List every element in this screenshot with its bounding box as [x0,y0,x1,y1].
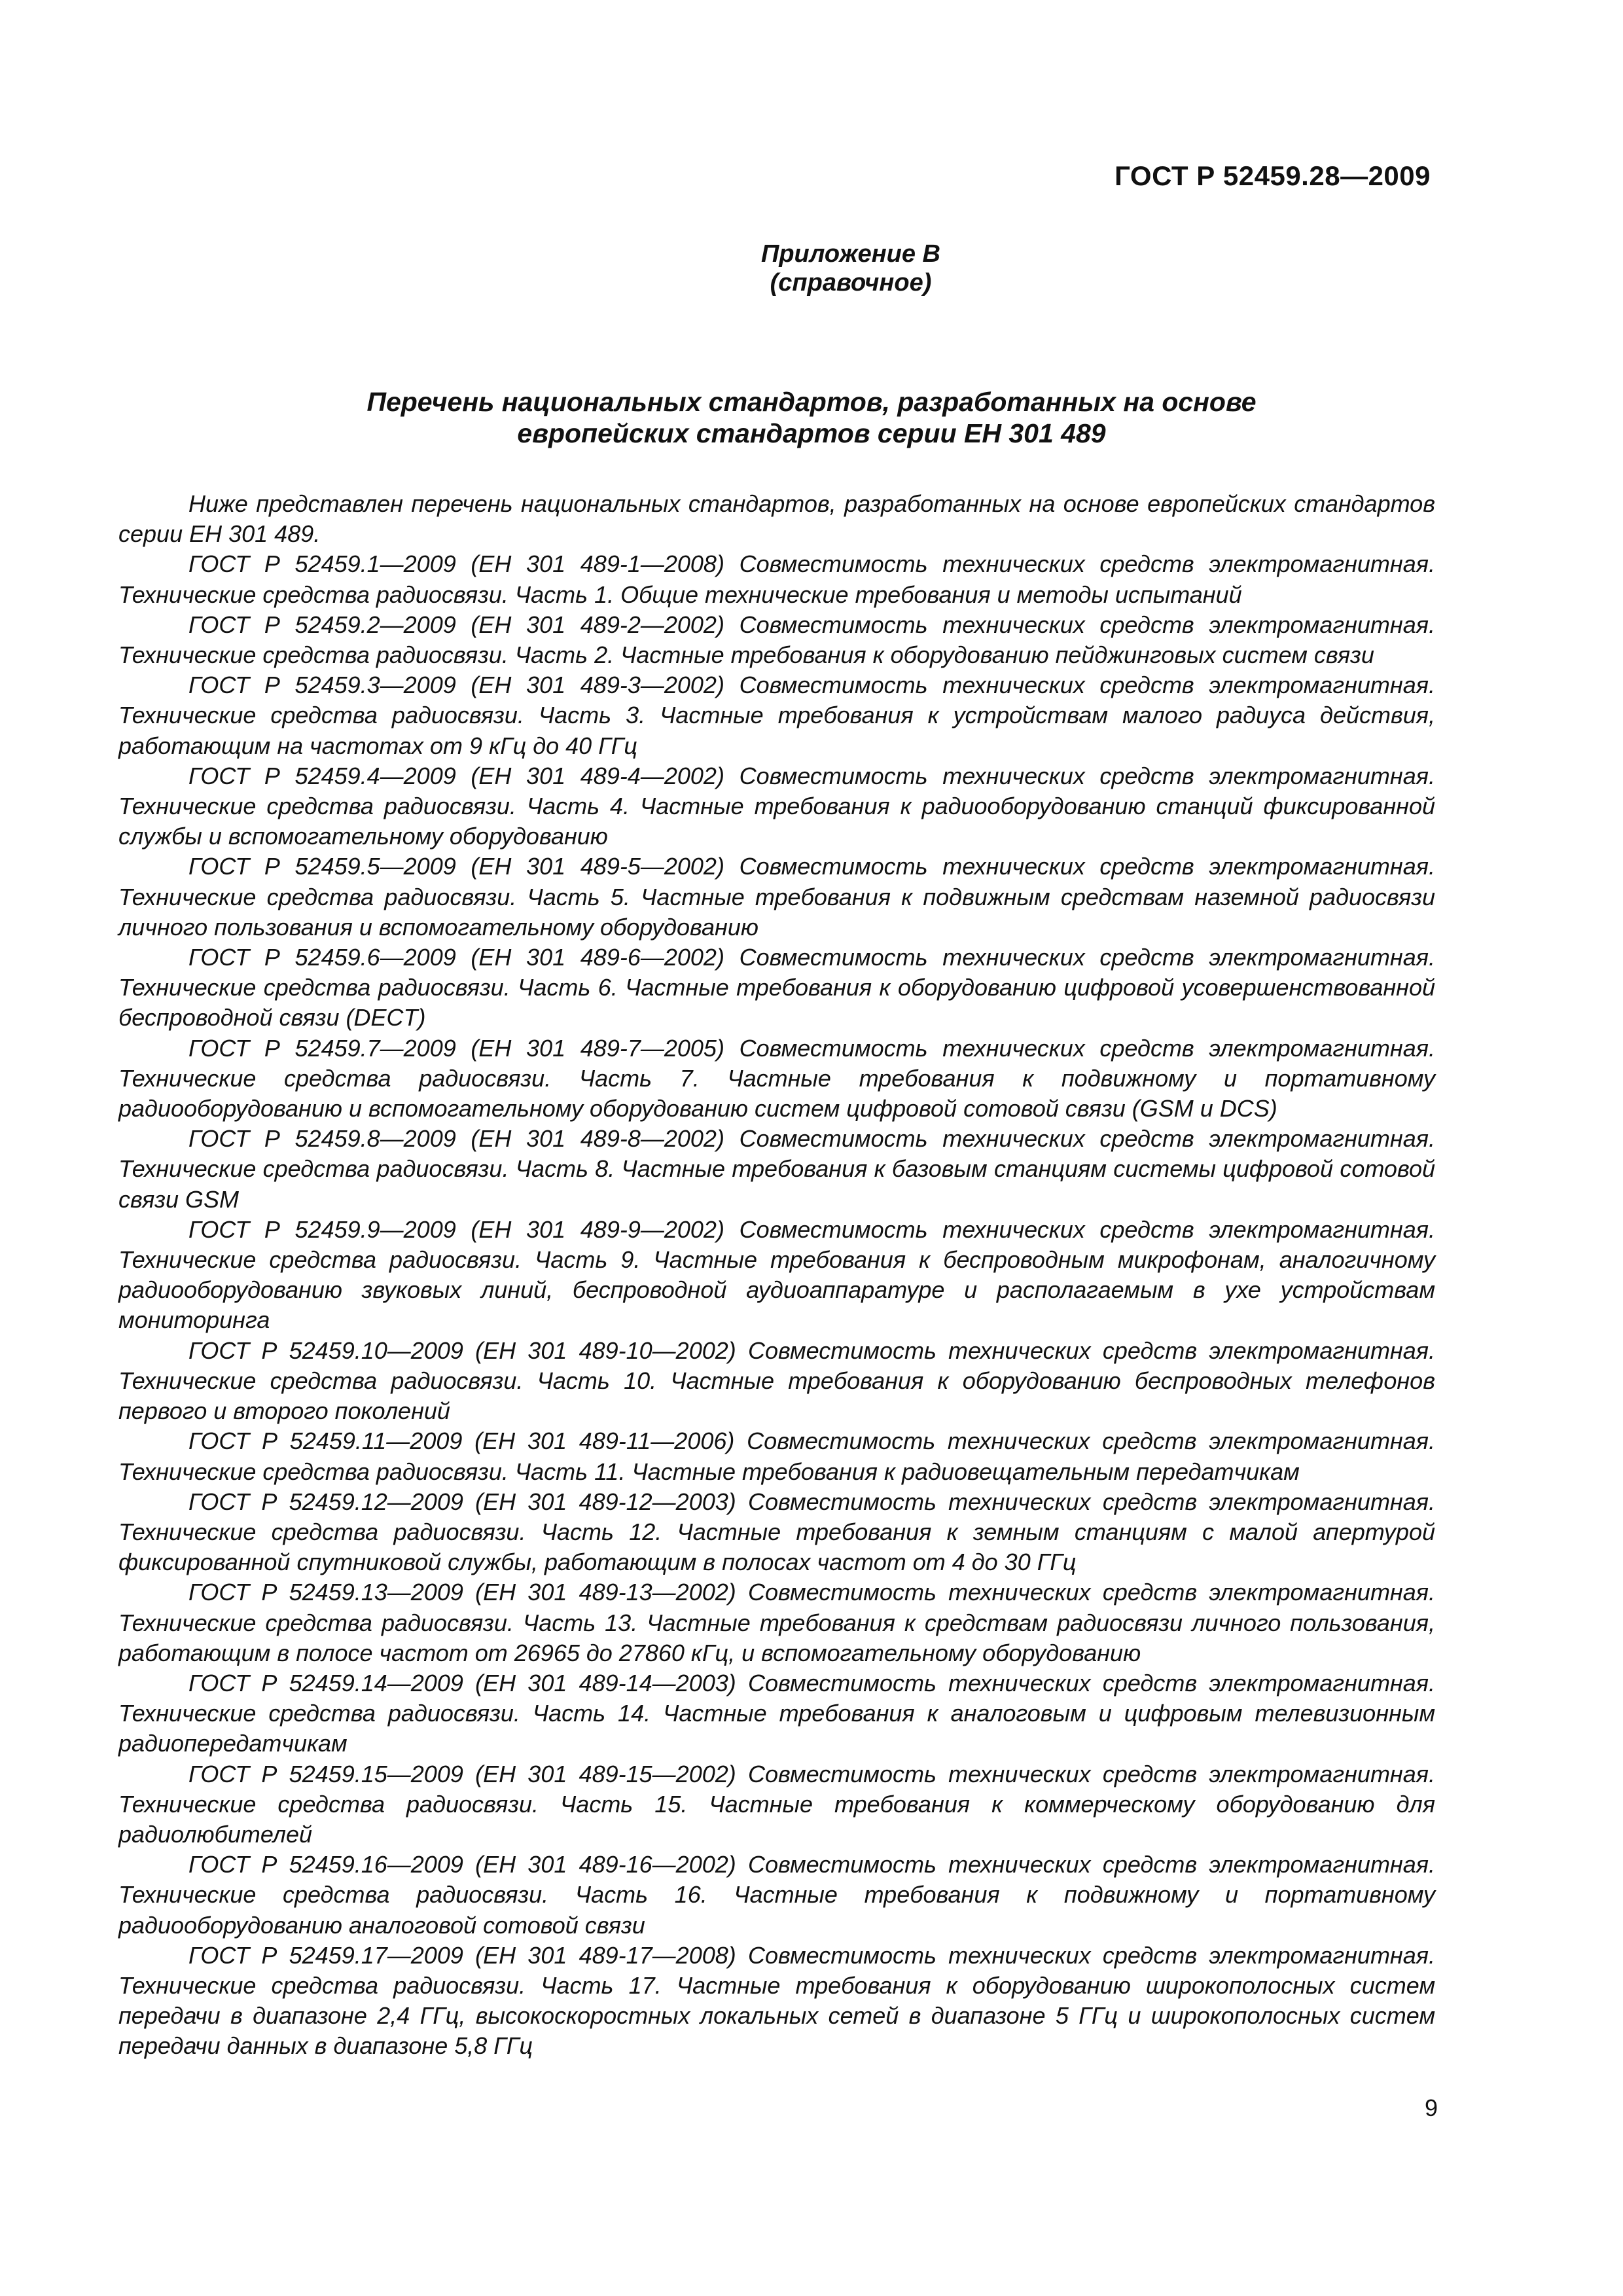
standard-entry: ГОСТ Р 52459.3—2009 (ЕН 301 489-3—2002) Совместимость технических средств электромагнитная. Технические средства радиосвязи. Часть 3. Частные требования к устройствам малого радиуса действия, работающим на частотах от 9 кГц до 40 ГГц [118,672,1435,759]
standard-entry: ГОСТ Р 52459.5—2009 (ЕН 301 489-5—2002) Совместимость технических средств электромагнитная. Технические средства радиосвязи. Часть 5. Частные требования к подвижным средствам наземной радиосвязи личного пользования и вспомогательному оборудованию [118,853,1435,941]
standard-entry: ГОСТ Р 52459.1—2009 (ЕН 301 489-1—2008) Совместимость технических средств электромагнитная. Технические средства радиосвязи. Часть 1. Общие технические требования и методы испытаний [118,550,1435,608]
page-number: 9 [1424,2094,1438,2121]
appendix-label: Приложение В [760,240,940,268]
standard-entry: ГОСТ Р 52459.12—2009 (ЕН 301 489-12—2003) Совместимость технических средств электромагнитная. Технические средства радиосвязи. Часть 12. Частные требования к земным станциям с малой апертурой фиксированной спутниковой службы, работающим в полосах частот от 4 до 30 ГГц [118,1488,1435,1576]
standard-entry: ГОСТ Р 52459.13—2009 (ЕН 301 489-13—2002) Совместимость технических средств электромагнитная. Технические средства радиосвязи. Часть 13. Частные требования к средствам радиосвязи личного пользования, работающим в полосе частот от 26965 до 27860 кГц, и вспомогательному оборудованию [118,1579,1435,1666]
standard-entry: ГОСТ Р 52459.7—2009 (ЕН 301 489-7—2005) Совместимость технических средств электромагнитная. Технические средства радиосвязи. Часть 7. Частные требования к подвижному и портативному радиооборудованию и вспомогательному оборудованию систем цифровой сотовой связи (GSM и DCS) [118,1034,1435,1122]
standards-list [118,489,1435,2062]
document-code-header: ГОСТ Р 52459.28—2009 [1115,160,1431,191]
standard-entry: ГОСТ Р 52459.15—2009 (ЕН 301 489-15—2002) Совместимость технических средств электромагнитная. Технические средства радиосвязи. Часть 15. Частные требования к коммерческому оборудованию для радиолюбителей [118,1760,1435,1848]
standard-entry: ГОСТ Р 52459.16—2009 (ЕН 301 489-16—2002) Совместимость технических средств электромагнитная. Технические средства радиосвязи. Часть 16. Частные требования к подвижному и портативному радиооборудованию аналоговой сотовой связи [118,1851,1435,1939]
standard-entry: ГОСТ Р 52459.9—2009 (ЕН 301 489-9—2002) Совместимость технических средств электромагнитная. Технические средства радиосвязи. Часть 9. Частные требования к беспроводным микрофонам, аналогичному радиооборудованию звуковых линий, беспроводной аудиоаппаратуре и располагаемым в ухе устройствам мониторинга [118,1215,1435,1334]
document-title-line-1: Перечень национальных стандартов, разработанных на основе [366,387,1257,417]
standard-entry: ГОСТ Р 52459.14—2009 (ЕН 301 489-14—2003) Совместимость технических средств электромагнитная. Технические средства радиосвязи. Часть 14. Частные требования к аналоговым и цифровым телевизионным радиопередатчикам [118,1669,1435,1757]
standard-entry: ГОСТ Р 52459.2—2009 (ЕН 301 489-2—2002) Совместимость технических средств электромагнитная. Технические средства радиосвязи. Часть 2. Частные требования к оборудованию пейджинговых систем связи [118,611,1435,669]
standard-entry: ГОСТ Р 52459.8—2009 (ЕН 301 489-8—2002) Совместимость технических средств электромагнитная. Технические средства радиосвязи. Часть 8. Частные требования к базовым станциям системы цифровой сотовой связи GSM [118,1125,1435,1213]
document-title [0,386,1623,449]
standard-entry: ГОСТ Р 52459.11—2009 (ЕН 301 489-11—2006) Совместимость технических средств электромагнитная. Технические средства радиосвязи. Часть 11. Частные требования к радиовещательным передатчикам [118,1427,1435,1485]
appendix-type: (справочное) [770,269,932,296]
standard-entry: ГОСТ Р 52459.4—2009 (ЕН 301 489-4—2002) Совместимость технических средств электромагнитная. Технические средства радиосвязи. Часть 4. Частные требования к радиооборудованию станций фиксированной службы и вспомогательному оборудованию [118,762,1435,850]
appendix-heading [0,240,1623,297]
intro-paragraph: Ниже представлен перечень национальных стандартов, разработанных на основе европейских стандартов серии ЕН 301 489. [118,490,1435,548]
standard-entry: ГОСТ Р 52459.17—2009 (ЕН 301 489-17—2008) Совместимость технических средств электромагнитная. Технические средства радиосвязи. Часть 17. Частные требования к оборудованию широкополосных систем передачи в диапазоне 2,4 ГГц, высокоскоростных локальных сетей в диапазоне 5 ГГц и широкополосных систем передачи данных в диапазоне 5,8 ГГц [118,1941,1435,2060]
standard-entry: ГОСТ Р 52459.6—2009 (ЕН 301 489-6—2002) Совместимость технических средств электромагнитная. Технические средства радиосвязи. Часть 6. Частные требования к оборудованию цифровой усовершенствованной беспроводной связи (DECT) [118,944,1435,1031]
document-title-line-2: европейских стандартов серии ЕН 301 489 [517,418,1106,448]
standard-entry: ГОСТ Р 52459.10—2009 (ЕН 301 489-10—2002) Совместимость технических средств электромагнитная. Технические средства радиосвязи. Часть 10. Частные требования к оборудованию беспроводных телефонов первого и второго поколений [118,1336,1435,1425]
